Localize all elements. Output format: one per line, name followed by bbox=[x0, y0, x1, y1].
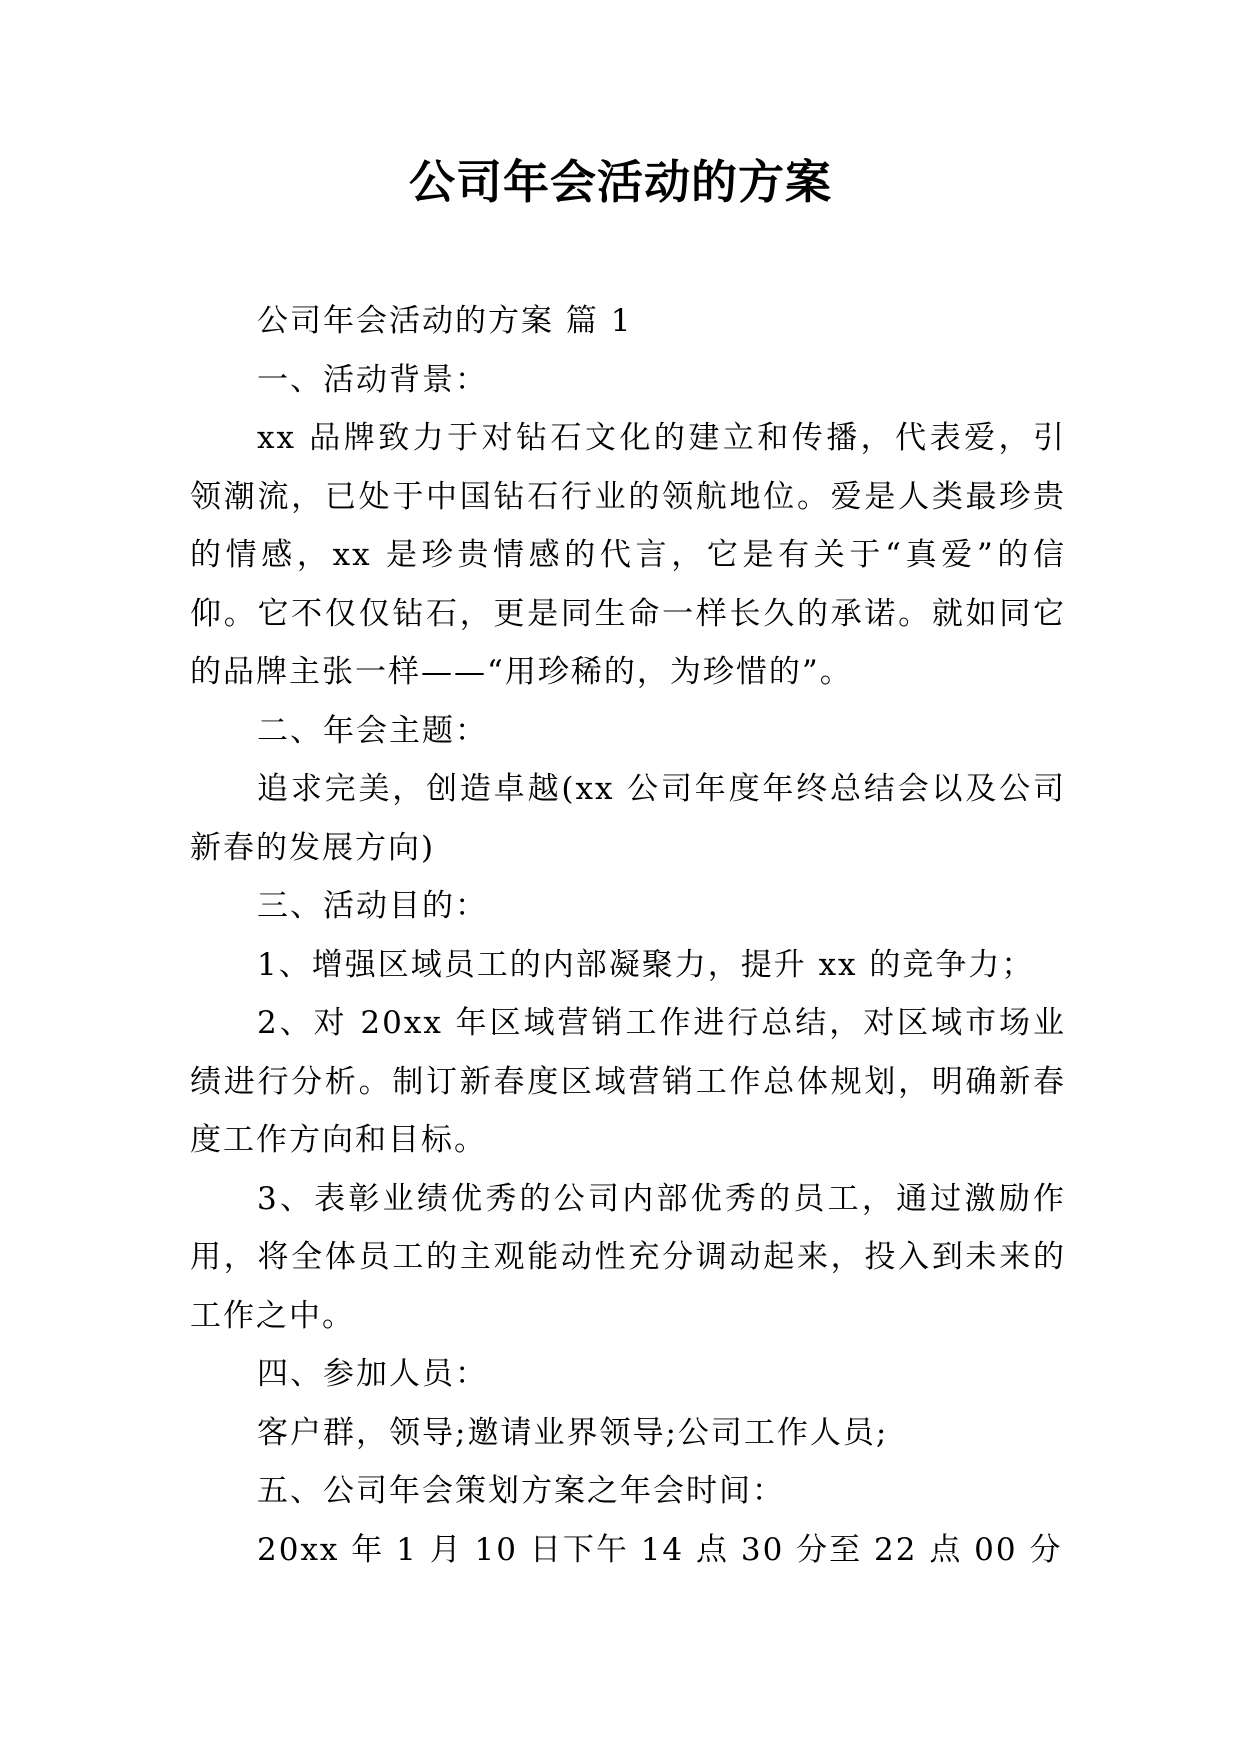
section-heading-participants: 四、参加人员： bbox=[257, 1356, 488, 1392]
list-item-purpose-2: 2、对 20xx 年区域营销工作进行总结，对区域市场业绩进行分析。制订新春度区域营销工作总体规划，明确新春度工作方向和目标。 bbox=[190, 1005, 1066, 1158]
section-heading-theme: 二、年会主题： bbox=[257, 712, 488, 749]
paragraph-theme: 追求完美，创造卓越(xx 公司年度年终总结会以及公司新春的发展方向) bbox=[190, 771, 1066, 866]
section-heading-purpose: 三、活动目的： bbox=[257, 888, 488, 924]
section-heading-time: 五、公司年会策划方案之年会时间： bbox=[257, 1473, 785, 1509]
paragraph-time: 20xx 年 1 月 10 日下午 14 点 30 分至 22 点 00 分 bbox=[257, 1531, 1063, 1568]
list-item-purpose-3: 3、表彰业绩优秀的公司内部优秀的员工，通过激励作用，将全体员工的主观能动性充分调动起来，投入到未来的工作之中。 bbox=[190, 1180, 1066, 1334]
list-item-purpose-1: 1、增强区域员工的内部凝聚力，提升 xx 的竞争力； bbox=[257, 946, 1035, 983]
paragraph-background: xx 品牌致力于对钻石文化的建立和传播，代表爱，引领潮流，已处于中国钻石行业的领航地位。爱是人类最珍贵的情感，xx 是珍贵情感的代言，它是有关于“真爱”的信仰。它不仅仅钻石，更是同生命一样长久的承诺。就如同它的品牌主张一样——“用珍稀的，为珍惜的”。 bbox=[190, 420, 1066, 690]
document-body bbox=[190, 292, 1066, 1579]
document-title: 公司年会活动的方案 bbox=[409, 155, 832, 209]
paragraph-participants: 客户群，领导;邀请业界领导;公司工作人员; bbox=[257, 1414, 889, 1451]
section-heading-background: 一、活动背景： bbox=[257, 361, 488, 398]
section-heading-plan: 公司年会活动的方案 篇 1 bbox=[257, 303, 633, 339]
